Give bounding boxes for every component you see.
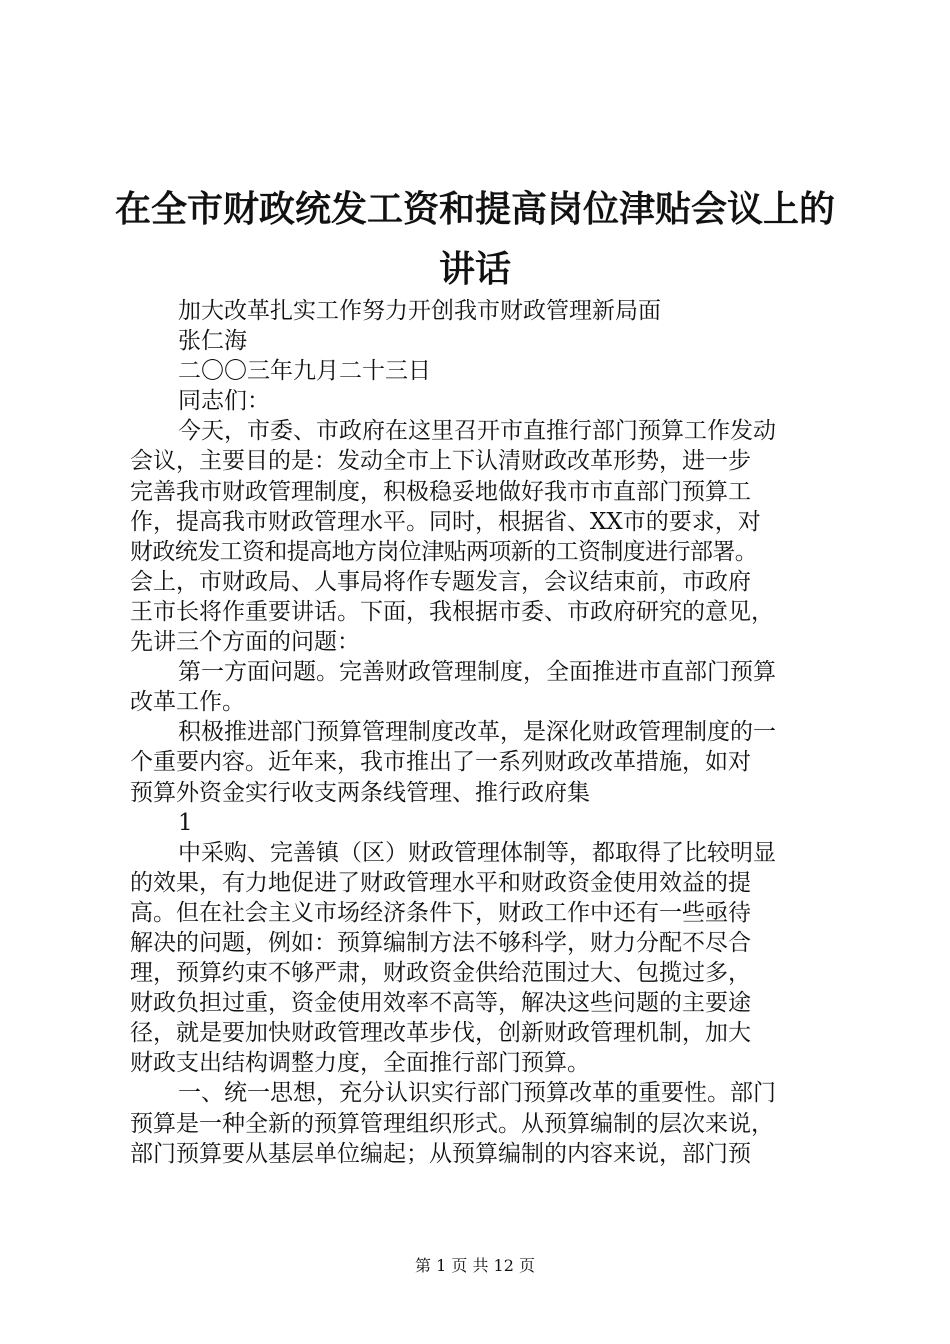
paragraph-line: 理，预算约束不够严肃，财政资金供给范围过大、包揽过多， [130, 960, 751, 987]
page-footer: 第 1 页 共 12 页 [415, 1256, 535, 1275]
paragraph-line: 高。但在社会主义市场经济条件下，财政工作中还有一些亟待 [130, 899, 751, 926]
paragraph-line: 预算是一种全新的预算管理组织形式。从预算编制的层次来说， [130, 1110, 774, 1137]
paragraph-line: 的效果，有力地促进了财政管理水平和财政资金使用效益的提 [130, 869, 751, 896]
paragraph-line: 今天，市委、市政府在这里召开市直推行部门预算工作发动 [178, 418, 776, 445]
paragraph-line: 作，提高我市财政管理水平。同时，根据省、XX市的要求，对 [130, 508, 761, 535]
paragraph-line: 径，就是要加快财政管理改革步伐，创新财政管理机制，加大 [130, 1020, 751, 1047]
paragraph-line: 积极推进部门预算管理制度改革，是深化财政管理制度的一 [178, 719, 776, 746]
salutation-line: 同志们： [178, 388, 270, 415]
document-body [130, 296, 830, 1169]
paragraph-line: 解决的问题，例如：预算编制方法不够科学，财力分配不尽合 [130, 929, 751, 956]
paragraph-line: 会上，市财政局、人事局将作专题发言，会议结束前，市政府 [130, 568, 751, 595]
paragraph-line: 中采购、完善镇（区）财政管理体制等，都取得了比较明显 [178, 839, 776, 866]
paragraph-line: 财政支出结构调整力度，全面推行部门预算。 [130, 1050, 590, 1077]
paragraph-line: 王市长将作重要讲话。下面，我根据市委、市政府研究的意见， [130, 598, 774, 625]
document-title-line-2: 讲话 [438, 249, 511, 290]
subtitle-line: 加大改革扎实工作努力开创我市财政管理新局面 [178, 298, 661, 324]
paragraph-line: 先讲三个方面的问题： [130, 629, 360, 656]
paragraph-line: 个重要内容。近年来，我市推出了一系列财政改革措施，如对 [130, 749, 751, 776]
paragraph-line: 预算外资金实行收支两条线管理、推行政府集 [130, 779, 590, 806]
section-heading-line: 第一方面问题。完善财政管理制度，全面推进市直部门预算 [178, 659, 776, 686]
paragraph-line: 完善我市财政管理制度，积极稳妥地做好我市市直部门预算工 [130, 478, 751, 505]
section-heading-line: 改革工作。 [130, 689, 245, 716]
author-line: 张仁海 [178, 328, 247, 355]
paragraph-line: 会议，主要目的是：发动全市上下认清财政改革形势，进一步 [130, 448, 751, 475]
paragraph-line: 财政统发工资和提高地方岗位津贴两项新的工资制度进行部署。 [130, 538, 758, 565]
paragraph-line: 一、统一思想，充分认识实行部门预算改革的重要性。部门 [178, 1080, 776, 1107]
paragraph-line: 财政负担过重，资金使用效率不高等，解决这些问题的主要途 [130, 990, 751, 1017]
date-line: 二〇〇三年九月二十三日 [178, 358, 431, 385]
inline-page-number: 1 [178, 809, 193, 836]
document-title-line-1: 在全市财政统发工资和提高岗位津贴会议上的 [114, 189, 835, 230]
paragraph-line: 部门预算要从基层单位编起；从预算编制的内容来说，部门预 [130, 1140, 751, 1167]
